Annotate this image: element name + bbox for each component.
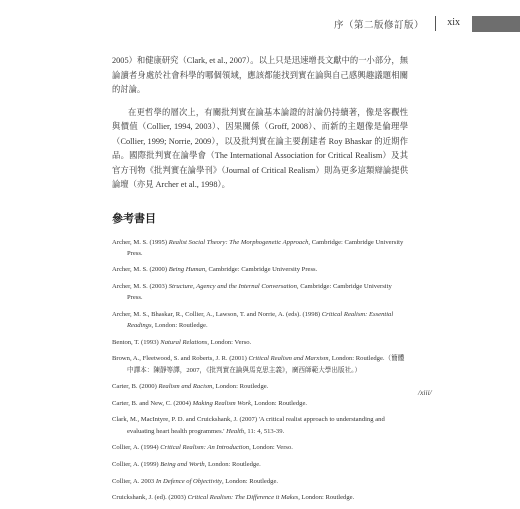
reference-entry xyxy=(112,476,408,487)
reference-author-year: Carter, B. and New, C. (2004) xyxy=(112,399,193,407)
reference-author-year: Archer, M. S. (2003) xyxy=(112,282,169,290)
reference-entry xyxy=(112,264,408,275)
reference-entry xyxy=(112,353,408,376)
reference-author-year: Collier, A. (1994) xyxy=(112,444,161,452)
reference-publication: , London: Routledge. xyxy=(221,477,279,485)
reference-entry xyxy=(112,414,408,437)
reference-title: Critical Realism: Essential Readings xyxy=(127,310,394,330)
header-tab-bar xyxy=(472,16,520,32)
reference-author-year: Archer, M. S. (2000) xyxy=(112,266,169,274)
reference-entry xyxy=(112,398,408,409)
reference-entry xyxy=(112,459,408,470)
reference-publication: , London: Routledge.（簡體中譯本：陳靜等譯，2007，《批判實在論與馬克思主義》，廣西師範大學出版社。） xyxy=(127,355,405,374)
margin-page-note: /xiii/ xyxy=(418,388,432,397)
reference-entry xyxy=(112,309,408,332)
reference-entry xyxy=(112,337,408,348)
reference-title: Health xyxy=(226,427,245,435)
reference-publication: , Cambridge: Cambridge University Press. xyxy=(127,282,392,302)
reference-title: Structure, Agency and the Internal Conversation xyxy=(168,282,297,290)
page-number: xix xyxy=(447,17,460,28)
reference-title: Making Realism Work xyxy=(192,399,251,407)
running-header-title: 序（第二版修訂版） xyxy=(333,20,424,31)
reference-title: Natural Relations xyxy=(160,338,208,346)
reference-author-year: Carter, B. (2000) xyxy=(112,383,159,391)
reference-publication: , London: Verso. xyxy=(207,338,252,346)
reference-publication: , London: Verso. xyxy=(249,444,293,452)
reference-publication: , 11: 4, 513-39. xyxy=(244,427,285,435)
body-paragraph-1: 2005）和健康研究（Clark, et al., 2007）。以上只是迅速增長文獻中的一小部分，無論讀者身處於社會科學的哪個領域，應該都能找到實在論與自己感興趣議題相關的討論。 xyxy=(112,56,408,94)
reference-publication: , London: Routledge. xyxy=(212,383,269,391)
reference-entry xyxy=(112,442,408,453)
reference-title: Being Human xyxy=(168,266,206,274)
reference-title: Critical Realism and Marxism xyxy=(248,355,329,363)
reference-author-year: Brown, A., Fleetwood, S. and Roberts, J. R. (2001) xyxy=(112,355,249,363)
references-heading: 參考書目 xyxy=(112,211,156,225)
reference-list xyxy=(112,237,408,504)
header-divider xyxy=(435,16,436,31)
reference-author-year: Benton, T. (1993) xyxy=(112,338,161,346)
reference-entry xyxy=(112,237,408,260)
reference-author-year: Archer, M. S., Bhaskar, R., Collier, A., Lawson, T. and Norrie, A. (eds). (1998) xyxy=(112,310,322,318)
reference-publication: , Cambridge: Cambridge University Press. xyxy=(205,266,318,274)
reference-entry xyxy=(112,492,408,503)
page-header xyxy=(0,16,520,34)
reference-author-year: Clark, M., MacIntyre, P. D. and Cruickshank, J. (2007) 'A critical realist approach to understanding and evaluating heart health programmes.' xyxy=(112,416,385,435)
reference-author-year: Archer, M. S. (1995) xyxy=(112,238,169,246)
reference-title: Critical Realism: An Introduction xyxy=(160,444,250,452)
reference-publication: , London: Routledge. xyxy=(250,399,308,407)
reference-publication: , London: Routledge. xyxy=(298,494,355,502)
reference-author-year: Collier, A. (1999) xyxy=(112,460,161,468)
reference-title: Realism and Racism xyxy=(158,383,213,391)
reference-title: Realist Social Theory: The Morphogenetic Approach xyxy=(168,238,309,246)
reference-title: In Defence of Objectivity xyxy=(155,477,222,485)
reference-title: Critical Realism: The Difference it Makes xyxy=(187,494,299,502)
reference-title: Being and Worth xyxy=(160,460,205,468)
reference-author-year: Collier, A. 2003 xyxy=(112,477,156,485)
reference-author-year: Cruickshank, J. (ed). (2003) xyxy=(112,494,188,502)
reference-publication: , London: Routledge. xyxy=(204,460,261,468)
reference-entry xyxy=(112,281,408,304)
reference-publication: , London: Routledge. xyxy=(151,322,208,330)
reference-entry xyxy=(112,381,408,392)
reference-publication: , Cambridge: Cambridge University Press. xyxy=(127,238,404,257)
page-body xyxy=(112,40,408,509)
body-paragraph-2: 在更哲學的層次上，有關批判實在論基本論證的討論仍持續著，像是客觀性與價值（Collier, 1994, 2003）、因果關係（Groff, 2008）、而新的主題像是倫理學（Collier, 1999; Norrie, 2009），以及批判實在論主要創建者 Roy Bhaskar 的近期作品。國際批判實在論學會（The International Association for Critical Realism）及其官方刊物《批判實在論學刊》（Journal of Critical Realism）則為更多這類辯論提供論壇（亦見 Archer et al., 1998）。 xyxy=(112,107,408,189)
